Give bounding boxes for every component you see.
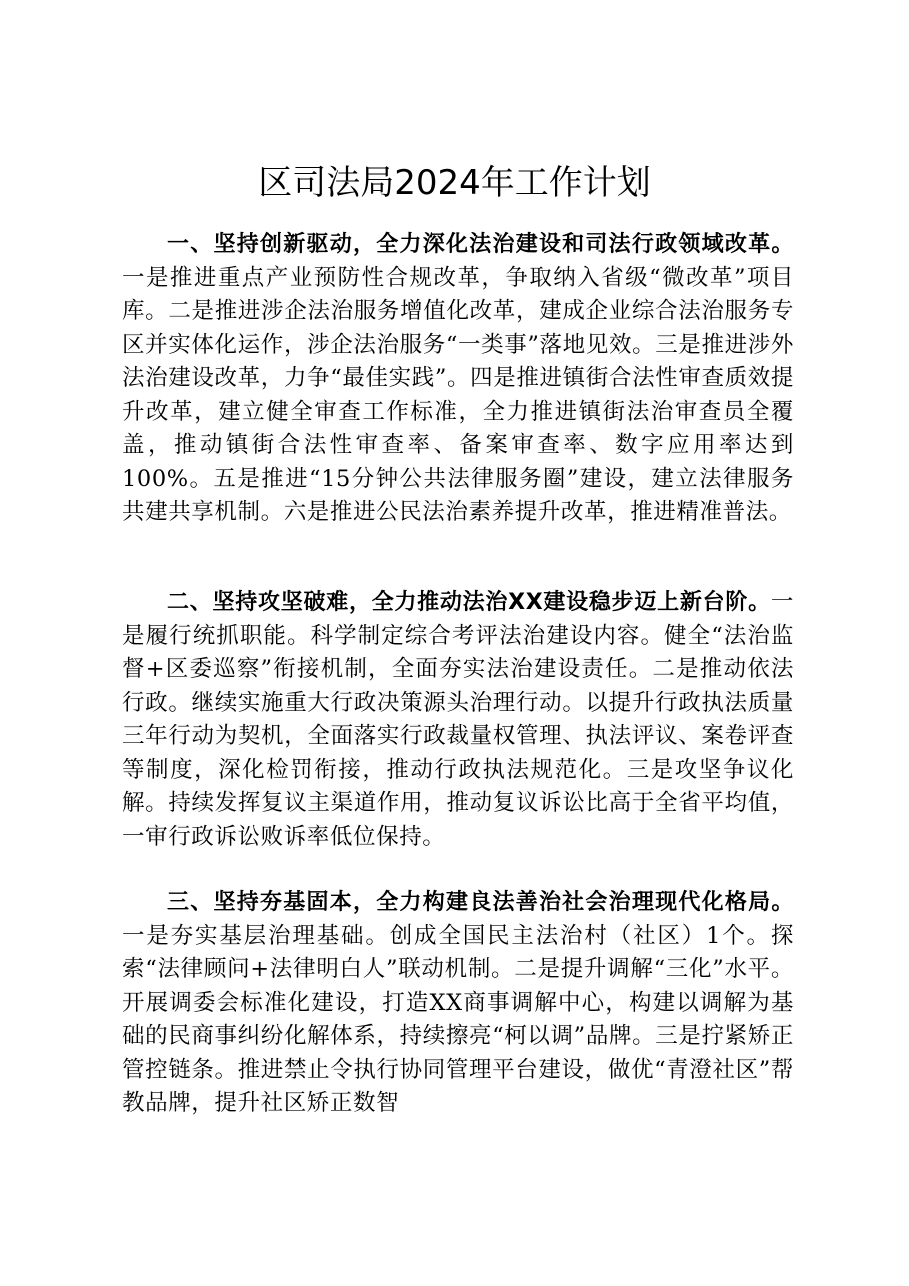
section-heading: 三、坚持夯基固本，全力构建良法善治社会治理现代化格局。 — [167, 890, 794, 915]
section-text: 一是履行统抓职能。科学制定综合考评法治建设内容。健全“法治监督+区委巡察”衔接机制，全面夯实法治建设责任。二是推动依法行政。继续实施重大行政决策源头治理行动。以提升行政执法质量三年行动为契机，全面落实行政裁量权管理、执法评议、案卷评查等制度，深化检罚衔接，推动行政执法规范化。三是攻坚争议化解。持续发挥复议主渠道作用，推动复议诉讼比高于全省平均值，一审行政诉讼败诉率低位保持。 — [122, 589, 794, 850]
section-heading: 一、坚持创新驱动，全力深化法治建设和司法行政领域改革。 — [167, 232, 794, 257]
section-paragraph — [122, 886, 794, 1121]
document-title: 区司法局2024年工作计划 — [258, 163, 651, 203]
section-text: 一是推进重点产业预防性合规改革，争取纳入省级“微改革”项目库。二是推进涉企法治服务增值化改革，建成企业综合法治服务专区并实体化运作，涉企法治服务“一类事”落地见效。三是推进涉外法治建设改革，力争“最佳实践”。四是推进镇街合法性审查质效提升改革，建立健全审查工作标准，全力推进镇街法治审查员全覆盖，推动镇街合法性审查率、备案审查率、数字应用率达到100%。五是推进“15分钟公共法律服务圈”建设，建立法律服务共建共享机制。六是推进公民法治素养提升改革，推进精准普法。 — [122, 264, 794, 525]
section-1 — [122, 228, 794, 530]
section-text: 一是夯实基层治理基础。创成全国民主法治村（社区）1个。探索“法律顾问+法律明白人”联动机制。二是提升调解“三化”水平。开展调委会标准化建设，打造XX商事调解中心，构建以调解为基础的民商事纠纷化解体系，持续擦亮“柯以调”品牌。三是拧紧矫正管控链条。推进禁止令执行协同管理平台建设，做优“青澄社区”帮教品牌，提升社区矫正数智 — [122, 922, 794, 1116]
section-3 — [122, 886, 794, 1121]
section-2 — [122, 586, 794, 854]
section-paragraph — [122, 586, 794, 854]
section-heading: 二、坚持攻坚破难，全力推动法治XX建设稳步迈上新台阶。 — [167, 590, 771, 615]
section-paragraph — [122, 228, 794, 530]
